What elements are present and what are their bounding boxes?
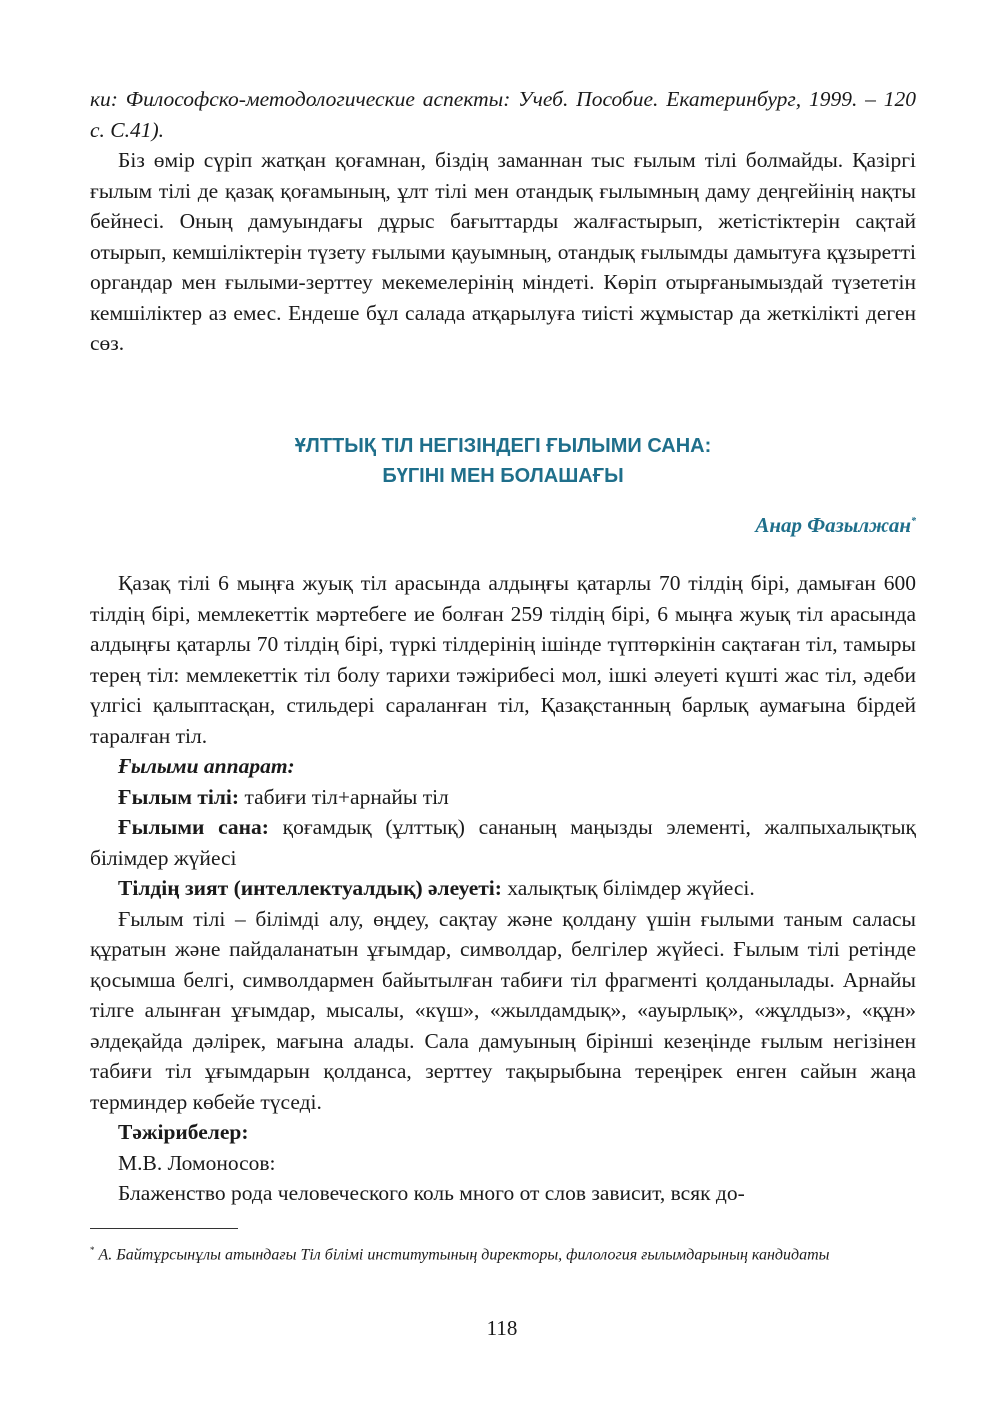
experiments-heading: Тәжірибелер: xyxy=(118,1120,249,1144)
definition-text: табиғи тіл+арнайы тіл xyxy=(239,784,449,809)
footnote-mark: * xyxy=(90,1245,95,1255)
closing-paragraph: Біз өмір сүріп жатқан қоғамнан, біздің заманнан тыс ғылым тілі болмайды. Қазіргі ғылым тілі де қазақ қоғамының, ұлт тілі мен отандық ғылымның даму деңгейінің нақты бейнесі. Оның дамуындағы дұрыс бағыттарды жалғастырып, жетістіктерін сақтай отырып, кемшіліктерін түзету ғылыми қауымның, отандық ғылымды дамытуға құзыретті органдар мен ғылыми-зерттеу мекемелерінің міндеті. Көріп отырғанымыздай түзететін кемшіліктер аз емес. Ендеше бұл салада атқарылуға тиісті жұмыстар да жеткілікті деген сөз. xyxy=(90,148,916,355)
definition-science-language xyxy=(90,782,916,813)
definition-term: Ғылыми сана: xyxy=(118,815,269,839)
article-author xyxy=(90,507,916,541)
definition-term: Тілдің зият (интеллектуалдық) әлеуеті: xyxy=(118,876,502,900)
definition-intellectual-potential xyxy=(90,873,916,904)
footnote xyxy=(90,1238,916,1267)
citation-continuation: ки: Философско-методологические аспекты: Учеб. Пособие. Екатеринбург, 1999. – 120 с. С.41). xyxy=(90,87,916,142)
page-number: 118 xyxy=(486,1316,518,1340)
definition-text: қоғамдық (ұлттық) сананың маңызды элементі, жалпыхалықтық білімдер жүйесі xyxy=(90,815,916,870)
definition-scientific-consciousness xyxy=(90,812,916,873)
body-paragraph: Ғылым тілі – білімді алу, өңдеу, сақтау және қолдану үшін ғылыми таным саласы құратын және пайдаланатын ұғымдар, символдар, белгілер жүйесі. Ғылым тілі ретінде қосымша белгі, символдармен байытылған табиғи тіл фрагменті қолданылады. Арнайы тілге алынған ұғымдар, мысалы, «күш», «жылдамдық», «ауырлық», «жұлдыз», «құн» әлдеқайда дәлірек, мағына алады. Сала дамуының бірінші кезеңінде ғылым негізінен табиғи тіл ұғымдарын қолданса, зерттеу тақырыбына тереңірек енген сайын жаңа терминдер көбейе түседі. xyxy=(90,906,916,1114)
apparatus-heading: Ғылыми аппарат: xyxy=(118,754,295,778)
spacer xyxy=(90,540,916,568)
article-title xyxy=(90,431,916,491)
intro-paragraph: Қазақ тілі 6 мыңға жуық тіл арасында алдыңғы қатарлы 70 тілдің бірі, дамыған 600 тілдің бірі, мемлекеттік мәртебеге ие болған 259 тілдің бірі, 6 мыңға жуық тіл арасында алдыңғы қатарлы 70 тілдің бірі, түркі тілдерінің ішінде түптөркінін сақтаған тіл, тамыры терең тіл: мемлекеттік тіл болу тарихи тәжірибесі мол, ішкі әлеуеті күшті жас тіл, әдеби үлгісі қалыптасқан, стильдері сараланған тіл, Қазақстанның барлық аумағына бірдей таралған тіл. xyxy=(90,571,916,748)
footnote-divider xyxy=(90,1228,238,1229)
author-footnote-mark: * xyxy=(911,515,916,527)
article-title-line-1: ҰЛТТЫҚ ТІЛ НЕГІЗІНДЕГІ ҒЫЛЫМИ САНА: xyxy=(294,434,712,457)
lomonosov-attribution: М.В. Ломоносов: xyxy=(118,1150,276,1175)
footnote-text: А. Байтұрсынұлы атындағы Тіл білімі институтының директоры, филология ғылымдарының кандидаты xyxy=(94,1246,830,1264)
quote-paragraph: Блаженство рода человеческого коль много от слов зависит, всяк до- xyxy=(118,1181,745,1205)
page-content xyxy=(90,84,916,1209)
author-name: Анар Фазылжан xyxy=(755,512,911,537)
article-title-line-2: БҮГІНІ МЕН БОЛАШАҒЫ xyxy=(382,464,624,487)
definition-text: халықтық білімдер жүйесі. xyxy=(501,876,755,900)
definition-term: Ғылым тілі: xyxy=(118,784,240,809)
